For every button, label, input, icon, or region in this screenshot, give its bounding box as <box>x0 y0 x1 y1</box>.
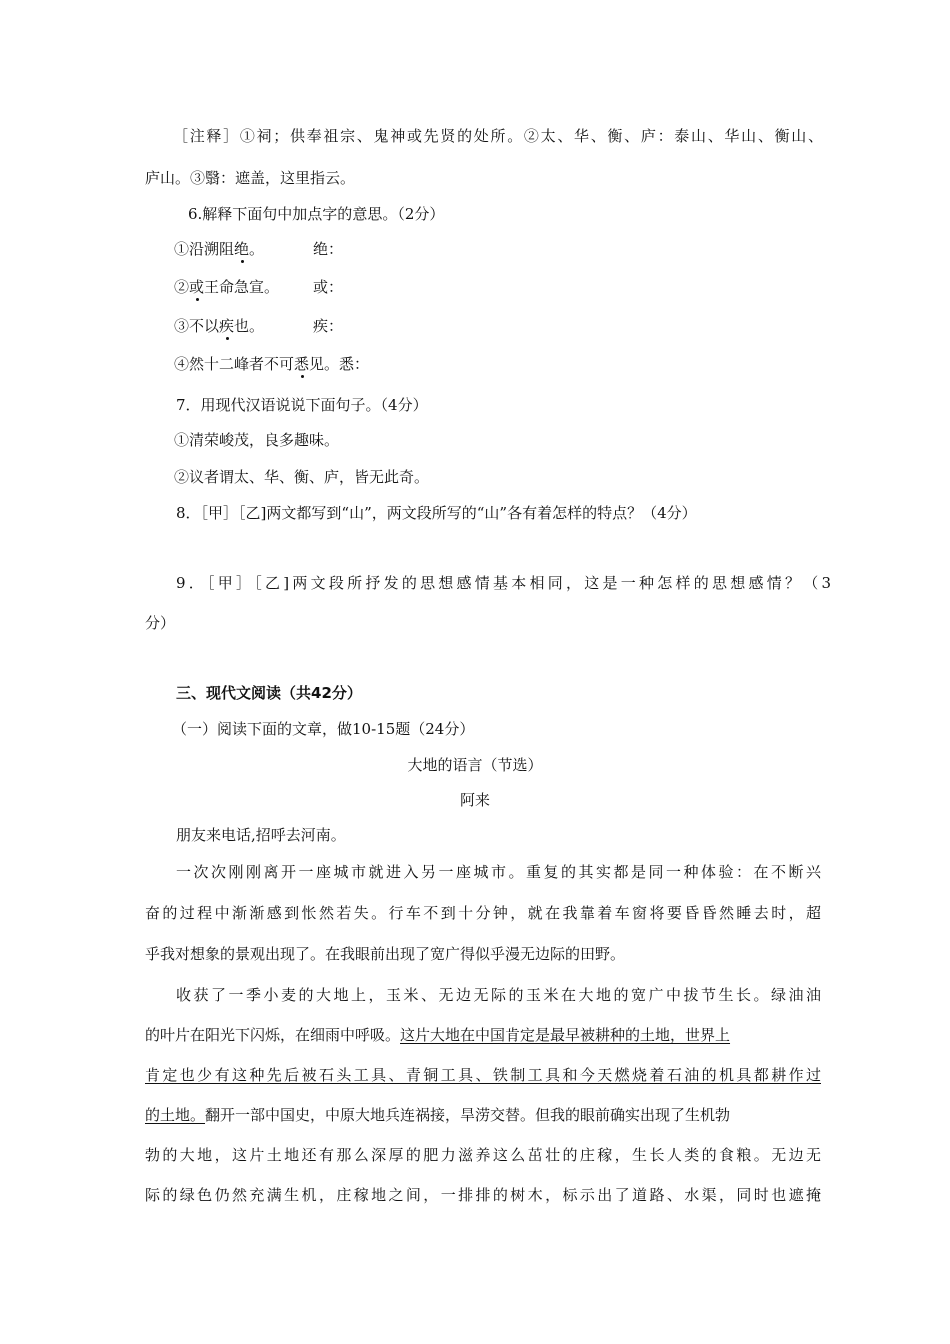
paragraph-2-line-2: 奋的过程中渐渐感到怅然若失。行车不到十分钟，就在我靠着车窗将要昏昏然睡去时，超 <box>145 904 821 922</box>
emphasis-dot-char: 绝 <box>234 240 250 258</box>
paragraph-2-line-1: 一次次刚刚离开一座城市就进入另一座城市。重复的其实都是同一种体验：在不断兴 <box>176 863 821 881</box>
q7-title: 7．用现代汉语说说下面句子。（4分） <box>176 396 428 414</box>
paragraph-3-line-1: 收获了一季小麦的大地上，玉米、无边无际的玉米在大地的宽广中拔节生长。绿油油 <box>176 986 821 1004</box>
section-heading: 三、现代文阅读（共42分） <box>176 684 362 702</box>
q6-item-3-label: 疾： <box>313 317 344 335</box>
paragraph-2-line-3: 乎我对想象的景观出现了。在我眼前出现了宽广得似乎漫无边际的田野。 <box>145 945 626 963</box>
article-title: 大地的语言（节选） <box>407 756 543 774</box>
paragraph-3-line-2: 的叶片在阳光下闪烁，在细雨中呼吸。这片大地在中国肯定是最早被耕种的土地，世界上 <box>145 1026 731 1044</box>
paragraph-1: 朋友来电话,招呼去河南。 <box>176 826 346 844</box>
question-8: 8．［甲］［乙]两文都写到“山”，两文段所写的“山”各有着怎样的特点？（4分） <box>176 504 697 522</box>
paragraph-3-line-5: 勃的大地，这片土地还有那么深厚的肥力滋养这么茁壮的庄稼，生长人类的食粮。无边无 <box>145 1146 821 1164</box>
section-subheading: （一）阅读下面的文章，做10-15题（24分） <box>172 720 475 738</box>
q7-item-2: ②议者谓太、华、衡、庐，皆无此奇。 <box>174 468 430 486</box>
q6-item-2-label: 或： <box>313 278 344 296</box>
q6-item-3: ③不以疾也。 <box>174 317 265 335</box>
q6-title: 6.解释下面句中加点字的意思。（2分） <box>188 205 445 223</box>
emphasis-dot-char: 疾 <box>219 317 235 335</box>
emphasis-dot-char: 悉 <box>294 355 310 373</box>
q6-item-1: ①沿溯阻绝。 <box>174 240 265 258</box>
article-author: 阿来 <box>459 791 490 809</box>
q6-item-1-label: 绝： <box>313 240 344 258</box>
q6-item-4: ④然十二峰者不可悉见。悉： <box>174 355 370 373</box>
q6-item-2: ②或王命急宣。 <box>174 278 280 296</box>
emphasis-dot-char: 或 <box>189 278 205 296</box>
q9-line-1: 9．［甲］［乙]两文段所抒发的思想感情基本相同，这是一种怎样的思想感情？（3 <box>176 574 831 592</box>
notes-line-1: ［注释］①祠；供奉祖宗、鬼神或先贤的处所。②太、华、衡、庐：泰山、华山、衡山、 <box>173 127 823 145</box>
q7-item-1: ①清荣峻茂，良多趣味。 <box>174 431 340 449</box>
paragraph-3-line-3: 肯定也少有这种先后被石头工具、青铜工具、铁制工具和今天燃烧着石油的机具都耕作过 <box>145 1066 821 1084</box>
notes-line-2: 庐山。③翳：遮盖，这里指云。 <box>145 169 356 187</box>
paragraph-3-line-6: 际的绿色仍然充满生机，庄稼地之间，一排排的树木，标示出了道路、水渠，同时也遮掩 <box>145 1186 821 1204</box>
q9-line-2: 分） <box>145 614 176 632</box>
underlined-sentence-end: 的土地。 <box>145 1106 206 1124</box>
underlined-sentence: 这片大地在中国肯定是最早被耕种的土地，世界上 <box>400 1026 731 1044</box>
paragraph-3-line-4: 的土地。翻开一部中国史，中原大地兵连祸接，旱涝交替。但我的眼前确实出现了生机勃 <box>145 1106 731 1124</box>
